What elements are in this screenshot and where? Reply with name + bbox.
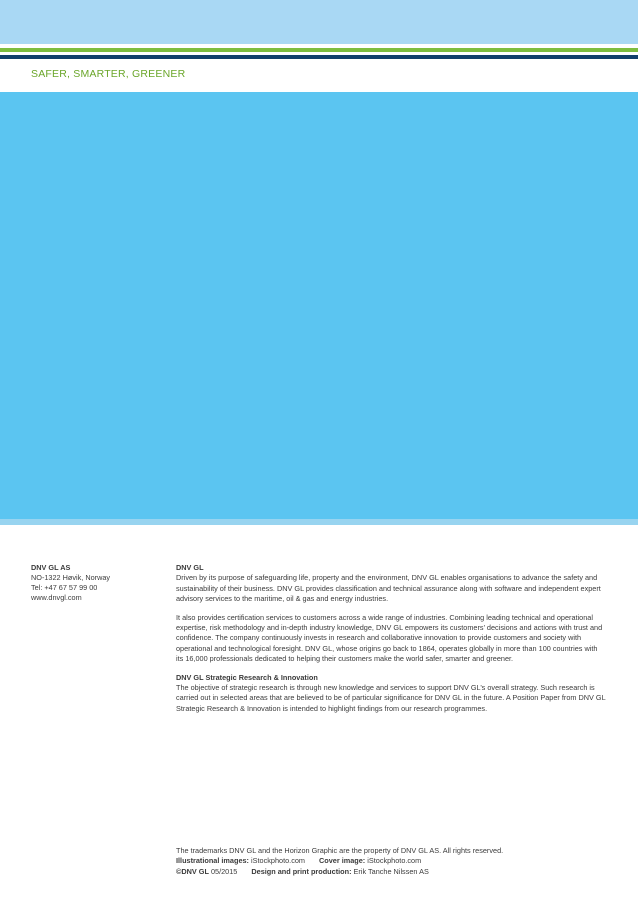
cover-value: iStockphoto.com [367, 856, 422, 866]
design-value: Erik Tanche Nilssen AS [353, 866, 429, 876]
footer-credits [176, 846, 606, 877]
research-heading: DNV GL Strategic Research & Innovation [176, 672, 318, 682]
about-section [176, 563, 606, 714]
tagline: SAFER, SMARTER, GREENER [31, 68, 186, 80]
copyright-label: ©DNV GL [176, 866, 209, 876]
about-paragraph-2: It also provides certification services to customers across a wide range of industries. Combining leading technical and operational expertise, risk methodology and in-depth industry knowledge, DNV GL empowers its customers’ decisions and actions with trust and confidence. The company continuously invests in research and collaborative innovation to provide customers and society with operational and technological foresight. DNV GL, whose origins go back to 1864, operates globally in more than 100 countries with its 16,000 professionals dedicated to helping their customers make the world safer, smarter and greener. [176, 612, 603, 664]
about-paragraph-1: Driven by its purpose of safeguarding life, property and the environment, DNV GL enables organisations to advance the safety and sustainability of their business. DNV GL provides classification and technical assurance along with software and independent expert advisory services to the maritime, oil & gas and energy industries. [176, 573, 601, 604]
header-light-blue-band [0, 0, 638, 44]
hero-blue-panel [0, 92, 638, 519]
cover-label: Cover image: [318, 856, 366, 866]
image-credits-line [176, 856, 606, 866]
trademark-notice: The trademarks DNV GL and the Horizon Graphic are the property of DNV GL AS. All rights reserved. [176, 846, 504, 855]
design-label: Design and print production: [251, 866, 352, 876]
copyright-value: 05/2015 [210, 866, 238, 876]
production-line [176, 867, 606, 877]
research-paragraph: The objective of strategic research is through new knowledge and services to support DNV GL’s overall strategy. Such research is carried out in selected areas that are believed to be of particular significance for DNV GL in the future. A Position Paper from DNV GL Strategic Research & Innovation is intended to highlight findings from our research programmes. [176, 683, 606, 713]
illustrations-value: iStockphoto.com [251, 856, 305, 866]
company-street: NO-1322 Høvik, Norway [31, 573, 111, 582]
address-block [31, 563, 151, 603]
hero-bottom-strip [0, 519, 638, 525]
header-navy-stripe [0, 55, 638, 59]
company-phone: Tel: +47 67 57 99 00 [31, 583, 98, 592]
company-website[interactable]: www.dnvgl.com [31, 593, 82, 602]
illustrations-label: Illustrational images: [176, 856, 249, 866]
company-name: DNV GL AS [31, 563, 71, 572]
about-heading: DNV GL [176, 563, 204, 572]
